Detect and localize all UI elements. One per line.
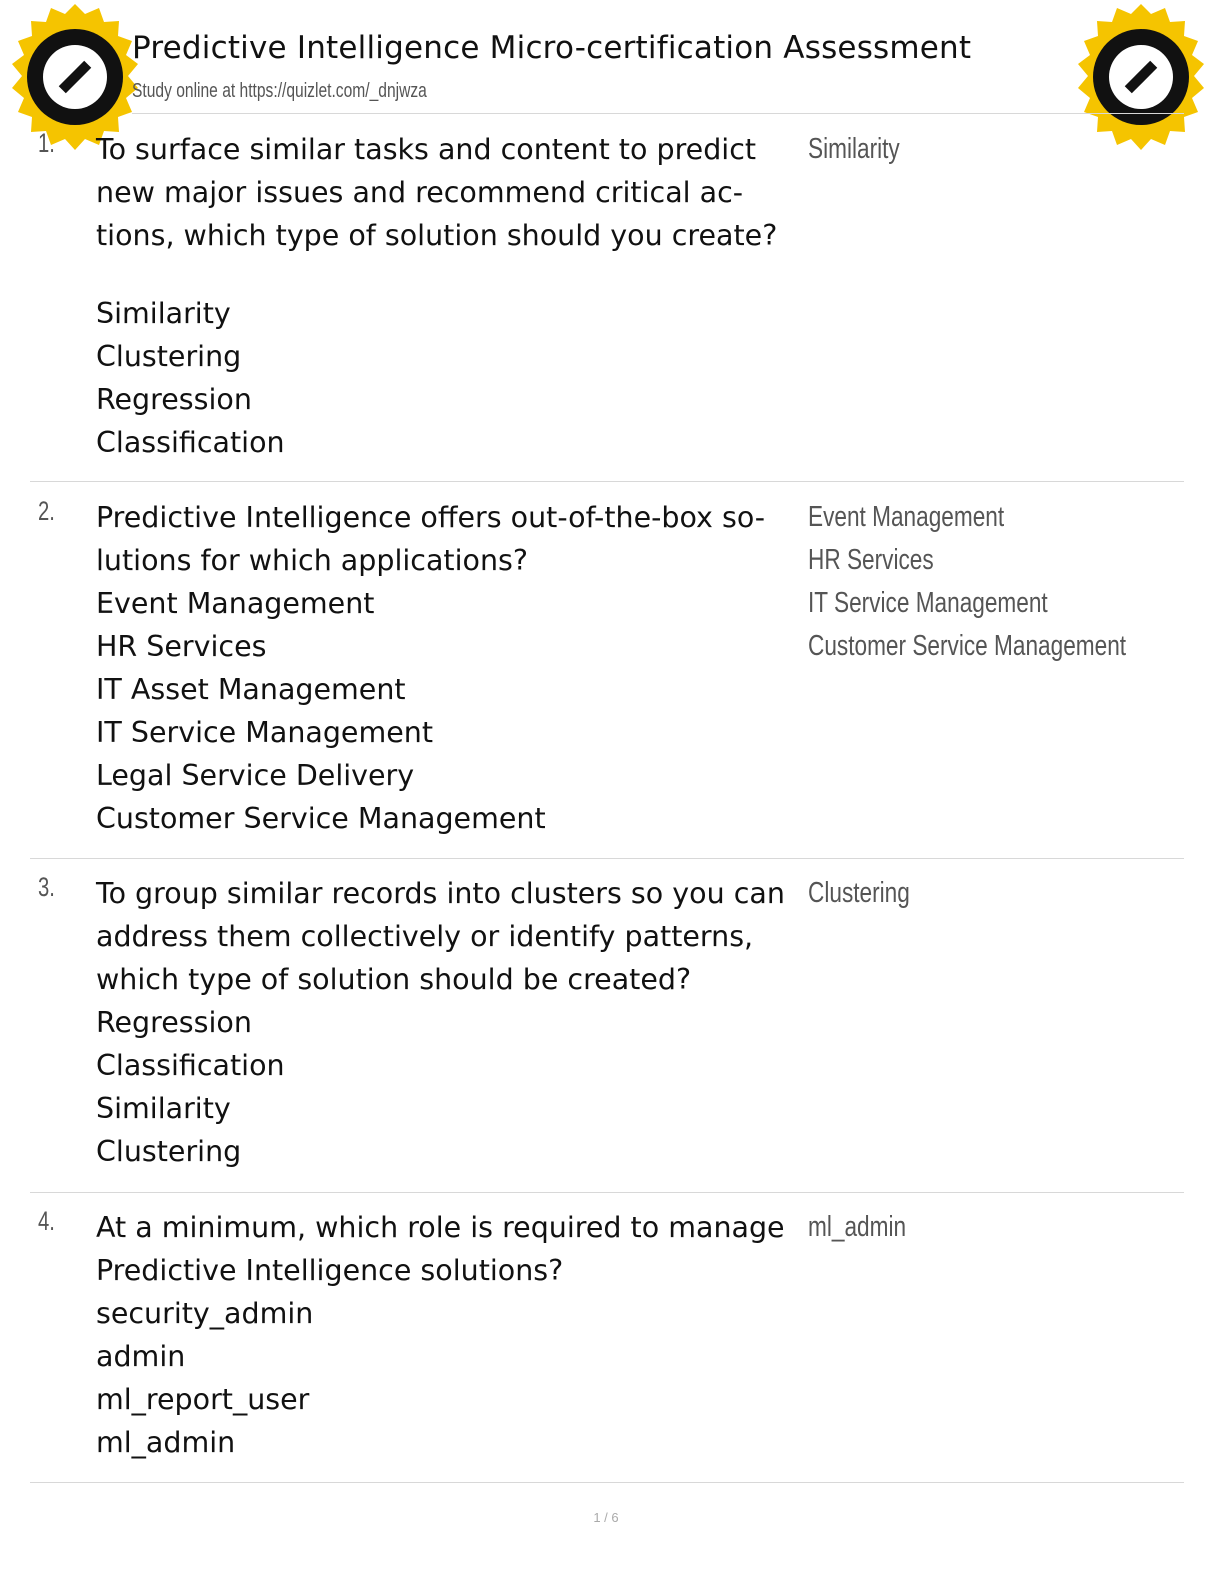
correct-answer: ml_admin: [808, 1211, 907, 1243]
answer-option: Regression: [96, 383, 252, 416]
question-divider: [30, 858, 1184, 859]
question-line: lutions for which applications?: [96, 544, 528, 577]
question-line: tions, which type of solution should you create?: [96, 219, 778, 252]
study-link[interactable]: Study online at https://quizlet.com/_dnjwza: [132, 80, 427, 102]
answer-option: HR Services: [96, 630, 267, 663]
question-text: [96, 1206, 806, 1292]
correct-answers: [808, 1206, 934, 1249]
question-number: 4.: [38, 1206, 55, 1236]
pdf-xchange-stamp-right[interactable]: [1066, 2, 1216, 152]
question-number: 1.: [38, 128, 55, 158]
question-number: 3.: [38, 872, 55, 902]
answer-option: Similarity: [96, 297, 231, 330]
answer-option: Classification: [96, 1049, 285, 1082]
correct-answer: Event Management: [808, 501, 1005, 533]
answer-option: Customer Service Management: [96, 802, 546, 835]
correct-answers: [808, 872, 939, 915]
question-body: [96, 128, 806, 464]
question-body: [96, 1206, 806, 1464]
question-line: To surface similar tasks and content to predict: [96, 133, 757, 166]
question-divider: [30, 481, 1184, 482]
question-body: [96, 872, 806, 1173]
answer-option: ml_admin: [96, 1426, 236, 1459]
answer-option: Clustering: [96, 1135, 242, 1168]
answer-option: Event Management: [96, 587, 375, 620]
page-number: 1 / 6: [593, 1510, 619, 1525]
header-divider: [132, 113, 1184, 114]
question-body: [96, 496, 806, 840]
question-text: [96, 496, 806, 582]
correct-answers: [808, 496, 1216, 668]
page-title: Predictive Intelligence Micro-certification Assessment: [132, 30, 972, 66]
answer-option: admin: [96, 1340, 186, 1373]
correct-answer: HR Services: [808, 544, 934, 576]
question-text: [96, 128, 806, 257]
answer-option: security_admin: [96, 1297, 314, 1330]
question-line: At a minimum, which role is required to manage: [96, 1211, 785, 1244]
question-line: new major issues and recommend critical ac-: [96, 176, 744, 209]
answer-option: ml_report_user: [96, 1383, 310, 1416]
question-number: 2.: [38, 496, 55, 526]
question-line: address them collectively or identify patterns,: [96, 920, 754, 953]
question-divider: [30, 1482, 1184, 1483]
correct-answer: Customer Service Management: [808, 630, 1127, 662]
answer-option: Legal Service Delivery: [96, 759, 415, 792]
answer-option: Classification: [96, 426, 285, 459]
question-line: Predictive Intelligence solutions?: [96, 1254, 564, 1287]
correct-answers: [808, 128, 926, 171]
question-line: To group similar records into clusters so you can: [96, 877, 785, 910]
answer-option: Regression: [96, 1006, 252, 1039]
correct-answer: Similarity: [808, 133, 900, 165]
question-divider: [30, 1192, 1184, 1193]
stamp-badge-icon: [1078, 4, 1204, 150]
correct-answer: Clustering: [808, 877, 910, 909]
question-line: Predictive Intelligence offers out-of-the-box so-: [96, 501, 766, 534]
question-text: [96, 872, 806, 1001]
correct-answer: IT Service Management: [808, 587, 1048, 619]
question-line: which type of solution should be created?: [96, 963, 692, 996]
answer-option: IT Asset Management: [96, 673, 406, 706]
answer-option: Similarity: [96, 1092, 231, 1125]
answer-option: Clustering: [96, 340, 242, 373]
answer-option: IT Service Management: [96, 716, 434, 749]
